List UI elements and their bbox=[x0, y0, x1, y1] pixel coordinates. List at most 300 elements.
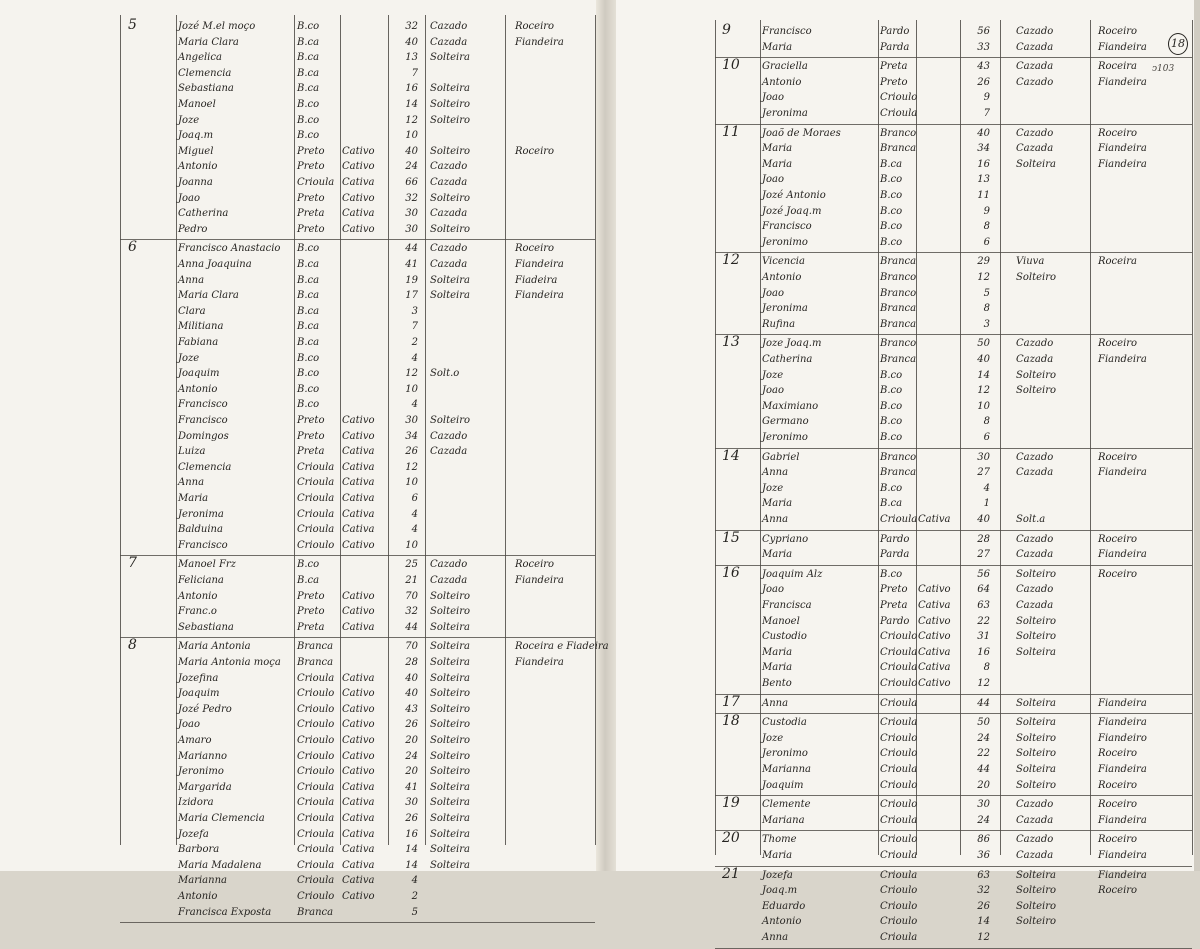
resident-name: Joao bbox=[762, 174, 785, 186]
resident-row bbox=[0, 24, 1200, 39]
resident-ocu: Fiandeiro bbox=[1098, 732, 1147, 744]
resident-name: Antonio bbox=[178, 161, 218, 173]
resident-est: Solteiro bbox=[430, 750, 471, 762]
resident-name: Maria Clara bbox=[178, 290, 239, 302]
resident-cor: Crioula bbox=[880, 108, 918, 119]
resident-cor: B.co bbox=[297, 21, 320, 32]
resident-cor: Branca bbox=[880, 318, 917, 330]
resident-row bbox=[0, 59, 1200, 74]
resident-cor: B.ca bbox=[297, 83, 320, 95]
resident-name: Jozé Joaq.m bbox=[762, 205, 822, 217]
resident-age: 7 bbox=[411, 67, 418, 79]
resident-name: Rufina bbox=[762, 318, 796, 330]
resident-age: 20 bbox=[405, 735, 418, 746]
resident-age: 13 bbox=[977, 174, 990, 186]
resident-cor: Crioula bbox=[297, 828, 335, 840]
resident-name: Joaõ de Moraes bbox=[762, 127, 841, 139]
resident-age: 10 bbox=[405, 130, 418, 142]
household-divider bbox=[715, 948, 1192, 949]
resident-age: 30 bbox=[977, 451, 990, 463]
resident-row bbox=[0, 106, 1200, 121]
resident-est: Cazada bbox=[1016, 814, 1054, 826]
resident-age: 12 bbox=[405, 461, 418, 473]
resident-name: Joaquim bbox=[178, 368, 220, 380]
resident-name: Manoel bbox=[762, 615, 800, 627]
resident-name: Jeronima bbox=[762, 303, 808, 315]
resident-name: Jeronimo bbox=[178, 766, 224, 778]
resident-est: Solteiro bbox=[430, 114, 471, 126]
resident-age: 26 bbox=[977, 900, 990, 912]
resident-age: 12 bbox=[405, 114, 418, 126]
resident-age: 3 bbox=[983, 318, 990, 330]
resident-cor: Crioulo bbox=[880, 916, 918, 928]
resident-row bbox=[0, 848, 1200, 863]
resident-cor: Crioula bbox=[297, 508, 335, 520]
resident-row bbox=[0, 883, 1200, 898]
resident-age: 10 bbox=[405, 539, 418, 551]
resident-est: Solteira bbox=[430, 859, 470, 871]
resident-cor: B.co bbox=[880, 385, 903, 397]
household-number: 6 bbox=[128, 239, 137, 256]
resident-row bbox=[0, 930, 1200, 945]
resident-age: 24 bbox=[977, 814, 990, 826]
resident-age: 13 bbox=[405, 52, 418, 64]
resident-cond: Cativa bbox=[918, 514, 951, 525]
resident-cond: Cativo bbox=[342, 891, 375, 902]
resident-cor: B.ca bbox=[297, 575, 320, 586]
household-number: 18 bbox=[722, 713, 740, 730]
resident-name: Pedro bbox=[178, 223, 208, 235]
resident-cor: Branca bbox=[297, 641, 334, 653]
resident-est: Solteira bbox=[1016, 158, 1056, 170]
resident-cor: Preto bbox=[297, 430, 325, 442]
resident-name: Izidora bbox=[178, 797, 214, 809]
resident-est: Solteiro bbox=[1016, 779, 1057, 791]
resident-age: 63 bbox=[977, 869, 990, 881]
resident-age: 4 bbox=[983, 482, 990, 494]
resident-name: Margarida bbox=[178, 781, 232, 793]
resident-cor: Crioula bbox=[880, 850, 918, 861]
resident-age: 10 bbox=[977, 400, 990, 412]
resident-name: Maria bbox=[762, 158, 793, 170]
resident-age: 12 bbox=[977, 932, 990, 943]
resident-est: Cazada bbox=[430, 177, 468, 188]
resident-cor: Crioulo bbox=[297, 735, 335, 746]
resident-row bbox=[0, 352, 1200, 367]
resident-est: Cazado bbox=[1016, 338, 1054, 350]
resident-age: 41 bbox=[405, 259, 418, 270]
resident-est: Solteiro bbox=[1016, 885, 1057, 897]
resident-est: Solteira bbox=[430, 657, 470, 668]
resident-name: Catherina bbox=[762, 354, 813, 365]
resident-row bbox=[0, 383, 1200, 398]
resident-cor: Pardo bbox=[880, 615, 910, 627]
resident-ocu: Fiandeira bbox=[1098, 143, 1147, 155]
resident-age: 20 bbox=[977, 779, 990, 791]
resident-cor: Preto bbox=[297, 606, 325, 618]
resident-cor: B.co bbox=[297, 243, 320, 255]
resident-name: Joaquim bbox=[762, 779, 804, 791]
resident-cor: B.ca bbox=[297, 36, 320, 48]
resident-cor: Crioula bbox=[297, 813, 335, 824]
resident-row bbox=[0, 219, 1200, 234]
resident-est: Solteiro bbox=[430, 223, 471, 235]
resident-cor: B.ca bbox=[297, 274, 320, 286]
resident-name: Jozé Pedro bbox=[178, 703, 232, 715]
resident-row bbox=[0, 813, 1200, 828]
resident-name: Bento bbox=[762, 678, 792, 689]
resident-name: Maria Antonia moça bbox=[178, 657, 281, 668]
resident-row bbox=[0, 676, 1200, 691]
resident-row bbox=[0, 465, 1200, 480]
resident-age: 4 bbox=[411, 875, 418, 887]
resident-cor: Branca bbox=[880, 354, 917, 365]
resident-cor: B.co bbox=[297, 383, 320, 395]
resident-age: 32 bbox=[977, 885, 990, 897]
resident-age: 40 bbox=[977, 514, 990, 525]
resident-cond: Cativo bbox=[342, 750, 375, 762]
resident-ocu: Roceiro bbox=[1098, 533, 1138, 545]
resident-cond: Cativa bbox=[342, 844, 375, 856]
resident-row bbox=[0, 254, 1200, 269]
resident-est: Cazada bbox=[1016, 354, 1054, 365]
resident-est: Solteiro bbox=[430, 703, 471, 715]
resident-name: Sebastiana bbox=[178, 621, 234, 633]
resident-row bbox=[0, 832, 1200, 847]
resident-cor: Preta bbox=[297, 621, 325, 633]
resident-cond: Cativo bbox=[342, 735, 375, 746]
resident-name: Balduina bbox=[178, 524, 223, 536]
resident-row bbox=[0, 317, 1200, 332]
resident-row bbox=[0, 188, 1200, 203]
resident-age: 40 bbox=[405, 145, 418, 157]
resident-est: Cazado bbox=[430, 559, 468, 571]
resident-row bbox=[0, 270, 1200, 285]
resident-age: 7 bbox=[983, 108, 990, 119]
resident-est: Cazado bbox=[1016, 76, 1054, 88]
resident-name: Jeronimo bbox=[762, 432, 808, 443]
resident-age: 16 bbox=[977, 158, 990, 170]
resident-est: Solteiro bbox=[1016, 568, 1057, 580]
resident-est: Solteiro bbox=[430, 719, 471, 731]
resident-est: Cazado bbox=[1016, 799, 1054, 811]
resident-cor: B.ca bbox=[297, 67, 320, 79]
resident-ocu: Roceiro bbox=[1098, 799, 1138, 811]
resident-row bbox=[0, 141, 1200, 156]
resident-cor: Branco bbox=[880, 451, 917, 463]
resident-name: Marianna bbox=[178, 875, 227, 887]
resident-age: 44 bbox=[405, 621, 418, 633]
resident-age: 70 bbox=[405, 641, 418, 653]
resident-ocu: Fiandeira bbox=[1098, 467, 1147, 479]
household-number: 16 bbox=[722, 564, 740, 581]
resident-name: Jeronimo bbox=[762, 236, 808, 248]
resident-age: 86 bbox=[977, 834, 990, 846]
resident-age: 30 bbox=[977, 799, 990, 811]
resident-cor: B.co bbox=[297, 130, 320, 142]
resident-age: 26 bbox=[977, 76, 990, 88]
resident-est: Cazado bbox=[430, 21, 468, 32]
resident-est: Cazada bbox=[1016, 549, 1054, 561]
resident-age: 29 bbox=[977, 256, 990, 268]
resident-est: Solteira bbox=[430, 797, 470, 809]
resident-cor: Crioulo bbox=[297, 539, 335, 551]
resident-cor: Crioula bbox=[297, 781, 335, 793]
resident-cor: Preto bbox=[297, 192, 325, 204]
resident-name: Joao bbox=[178, 192, 201, 204]
resident-ocu: Fiandeira bbox=[1098, 41, 1147, 53]
resident-cor: Crioulo bbox=[297, 719, 335, 731]
resident-row bbox=[0, 399, 1200, 414]
resident-name: Maria bbox=[762, 143, 793, 155]
resident-cor: Crioula bbox=[880, 697, 918, 709]
resident-cor: B.ca bbox=[297, 290, 320, 302]
resident-age: 4 bbox=[411, 399, 418, 411]
resident-cor: Pardo bbox=[880, 26, 910, 37]
resident-est: Solteiro bbox=[1016, 916, 1057, 928]
resident-cor: Crioula bbox=[297, 875, 335, 887]
resident-est: Solteira bbox=[430, 621, 470, 633]
resident-cond: Cativo bbox=[342, 430, 375, 442]
household-number: 17 bbox=[722, 693, 740, 710]
resident-age: 6 bbox=[411, 493, 418, 504]
resident-name: Joaquim Alz bbox=[762, 568, 823, 580]
resident-name: Maria bbox=[762, 41, 793, 53]
resident-cor: B.co bbox=[297, 352, 320, 364]
resident-ocu: Roceiro bbox=[1098, 451, 1138, 463]
resident-ocu: Roceiro bbox=[1098, 834, 1138, 846]
resident-cor: Branca bbox=[297, 657, 334, 668]
resident-est: Cazada bbox=[430, 446, 468, 458]
resident-name: Jeronima bbox=[762, 108, 808, 119]
resident-name: Maria bbox=[762, 646, 793, 658]
resident-est: Cazada bbox=[430, 36, 468, 48]
resident-age: 26 bbox=[405, 719, 418, 731]
resident-name: Joao bbox=[762, 385, 785, 397]
resident-age: 26 bbox=[405, 446, 418, 458]
resident-est: Cazado bbox=[1016, 127, 1054, 139]
resident-est: Cazado bbox=[1016, 26, 1054, 37]
resident-row bbox=[0, 582, 1200, 597]
resident-name: Antonio bbox=[178, 383, 218, 395]
resident-cor: Branco bbox=[880, 272, 917, 283]
resident-cond: Cativa bbox=[342, 797, 375, 809]
resident-cond: Cativo bbox=[918, 631, 951, 643]
resident-name: Francisco bbox=[178, 399, 228, 411]
resident-row bbox=[0, 172, 1200, 187]
resident-ocu: Roceira e Fiadeira bbox=[515, 641, 609, 653]
resident-ocu: Fiandeira bbox=[515, 290, 564, 302]
resident-ocu: Roceiro bbox=[1098, 779, 1138, 791]
resident-age: 4 bbox=[411, 508, 418, 520]
resident-row bbox=[0, 731, 1200, 746]
resident-age: 8 bbox=[983, 416, 990, 428]
resident-est: Cazada bbox=[1016, 600, 1054, 611]
resident-row bbox=[0, 204, 1200, 219]
resident-est: Cazada bbox=[430, 259, 468, 270]
resident-cond: Cativa bbox=[918, 600, 951, 611]
resident-est: Solteira bbox=[430, 781, 470, 793]
resident-row bbox=[0, 715, 1200, 730]
resident-name: Mariana bbox=[762, 814, 805, 826]
resident-cond: Cativo bbox=[342, 192, 375, 204]
resident-cond: Cativa bbox=[342, 672, 375, 684]
resident-est: Solteira bbox=[1016, 869, 1056, 881]
resident-name: Francisco bbox=[762, 221, 812, 233]
resident-est: Solt.a bbox=[1016, 514, 1046, 525]
resident-name: Joaq.m bbox=[762, 885, 798, 897]
resident-est: Solteira bbox=[1016, 697, 1056, 709]
resident-age: 30 bbox=[405, 208, 418, 220]
resident-age: 8 bbox=[983, 662, 990, 674]
resident-ocu: Fiandeira bbox=[515, 575, 564, 586]
resident-name: Jozé M.el moço bbox=[178, 21, 256, 32]
resident-age: 14 bbox=[405, 99, 418, 110]
resident-name: Barbora bbox=[178, 844, 220, 856]
resident-age: 36 bbox=[977, 850, 990, 861]
resident-age: 40 bbox=[405, 36, 418, 48]
resident-ocu: Fiandeira bbox=[1098, 814, 1147, 826]
resident-est: Cazado bbox=[1016, 584, 1054, 596]
household-number: 13 bbox=[722, 334, 740, 351]
resident-cond: Cativa bbox=[342, 524, 375, 536]
resident-ocu: Roceiro bbox=[515, 145, 555, 157]
resident-name: Cypriano bbox=[762, 533, 809, 545]
resident-age: 50 bbox=[977, 717, 990, 729]
resident-cor: B.co bbox=[297, 114, 320, 126]
resident-name: Francisco bbox=[178, 415, 228, 426]
resident-est: Solteira bbox=[430, 672, 470, 684]
resident-cor: Preto bbox=[297, 590, 325, 602]
resident-cor: B.ca bbox=[297, 259, 320, 270]
resident-age: 1 bbox=[983, 498, 990, 510]
resident-cor: Preta bbox=[880, 61, 908, 73]
resident-name: Manoel Frz bbox=[178, 559, 236, 571]
resident-est: Cazada bbox=[1016, 467, 1054, 479]
resident-cor: Crioulo bbox=[880, 678, 918, 689]
resident-est: Solteiro bbox=[1016, 369, 1057, 381]
resident-row bbox=[0, 235, 1200, 250]
resident-cond: Cativo bbox=[342, 606, 375, 618]
resident-age: 30 bbox=[405, 797, 418, 809]
resident-est: Solteira bbox=[430, 290, 470, 302]
resident-name: Antonio bbox=[178, 891, 218, 902]
resident-cond: Cativa bbox=[342, 828, 375, 840]
resident-name: Antonio bbox=[178, 590, 218, 602]
resident-cor: Crioula bbox=[880, 717, 918, 729]
resident-cor: Crioulo bbox=[880, 885, 918, 897]
resident-ocu: Roceiro bbox=[1098, 127, 1138, 139]
resident-cond: Cativa bbox=[342, 477, 375, 489]
resident-name: Francisco Anastacio bbox=[178, 243, 281, 255]
resident-est: Solteiro bbox=[430, 99, 471, 110]
resident-age: 19 bbox=[405, 274, 418, 286]
resident-est: Cazada bbox=[1016, 850, 1054, 861]
resident-name: Custodia bbox=[762, 717, 807, 729]
resident-cor: Branco bbox=[880, 338, 917, 350]
resident-age: 12 bbox=[977, 272, 990, 283]
resident-name: Anna bbox=[762, 932, 789, 943]
resident-cor: B.co bbox=[880, 416, 903, 428]
resident-cor: Preto bbox=[297, 145, 325, 157]
resident-cor: B.ca bbox=[297, 337, 320, 348]
resident-age: 40 bbox=[405, 688, 418, 700]
resident-name: Maximiano bbox=[762, 400, 819, 412]
resident-cor: Branco bbox=[880, 127, 917, 139]
resident-row bbox=[0, 430, 1200, 445]
resident-name: Sebastiana bbox=[178, 83, 234, 95]
resident-name: Clemencia bbox=[178, 461, 232, 473]
resident-name: Militiana bbox=[178, 321, 224, 333]
resident-age: 44 bbox=[405, 243, 418, 255]
resident-est: Solteiro bbox=[1016, 748, 1057, 760]
resident-cor: Preto bbox=[880, 76, 908, 88]
resident-cond: Cativa bbox=[342, 875, 375, 887]
resident-age: 4 bbox=[411, 524, 418, 536]
resident-row bbox=[0, 645, 1200, 660]
resident-cond: Cativa bbox=[342, 508, 375, 520]
resident-row bbox=[0, 914, 1200, 929]
resident-name: Anna bbox=[762, 467, 789, 479]
resident-cor: Parda bbox=[880, 41, 910, 53]
resident-ocu: Roceira bbox=[1098, 256, 1138, 268]
resident-age: 34 bbox=[977, 143, 990, 155]
resident-cond: Cativa bbox=[342, 813, 375, 824]
resident-cor: Preta bbox=[297, 208, 325, 220]
resident-ocu: Fiandeira bbox=[1098, 158, 1147, 170]
resident-est: Cazado bbox=[430, 430, 468, 442]
resident-row bbox=[0, 336, 1200, 351]
resident-cor: Crioulo bbox=[880, 799, 918, 811]
margin-note-right: ↄ103 bbox=[1152, 64, 1175, 74]
household-number: 9 bbox=[722, 22, 731, 38]
resident-name: Domingos bbox=[178, 430, 229, 442]
resident-age: 70 bbox=[405, 590, 418, 602]
resident-name: Joze bbox=[762, 482, 784, 494]
resident-cond: Cativa bbox=[918, 646, 951, 658]
resident-cor: B.ca bbox=[297, 321, 320, 333]
resident-cor: Parda bbox=[880, 549, 910, 561]
resident-name: Marianna bbox=[762, 764, 811, 775]
resident-cor: B.ca bbox=[297, 52, 320, 64]
resident-name: Miguel bbox=[178, 145, 214, 157]
resident-est: Solteiro bbox=[430, 766, 471, 778]
resident-cor: Crioulo bbox=[297, 688, 335, 700]
resident-cor: Crioulo bbox=[297, 891, 335, 902]
resident-cor: B.ca bbox=[880, 498, 903, 510]
household-number: 15 bbox=[722, 529, 740, 546]
resident-cor: Crioula bbox=[880, 514, 918, 525]
resident-name: Maria bbox=[762, 850, 793, 861]
resident-name: Luiza bbox=[178, 446, 206, 458]
resident-name: Maria Clemencia bbox=[178, 813, 265, 824]
resident-name: Anna bbox=[762, 514, 789, 525]
resident-cor: Crioula bbox=[880, 869, 918, 881]
resident-age: 30 bbox=[405, 223, 418, 235]
household-number: 5 bbox=[128, 17, 137, 33]
resident-est: Solteiro bbox=[1016, 732, 1057, 744]
resident-row bbox=[0, 75, 1200, 90]
resident-cor: Crioula bbox=[297, 797, 335, 809]
resident-row bbox=[0, 598, 1200, 613]
resident-ocu: Roceiro bbox=[1098, 748, 1138, 760]
resident-cor: Crioulo bbox=[297, 703, 335, 715]
resident-row bbox=[0, 762, 1200, 777]
resident-est: Solteira bbox=[1016, 717, 1056, 729]
resident-cond: Cativa bbox=[342, 446, 375, 458]
resident-age: 40 bbox=[405, 672, 418, 684]
resident-row bbox=[0, 481, 1200, 496]
